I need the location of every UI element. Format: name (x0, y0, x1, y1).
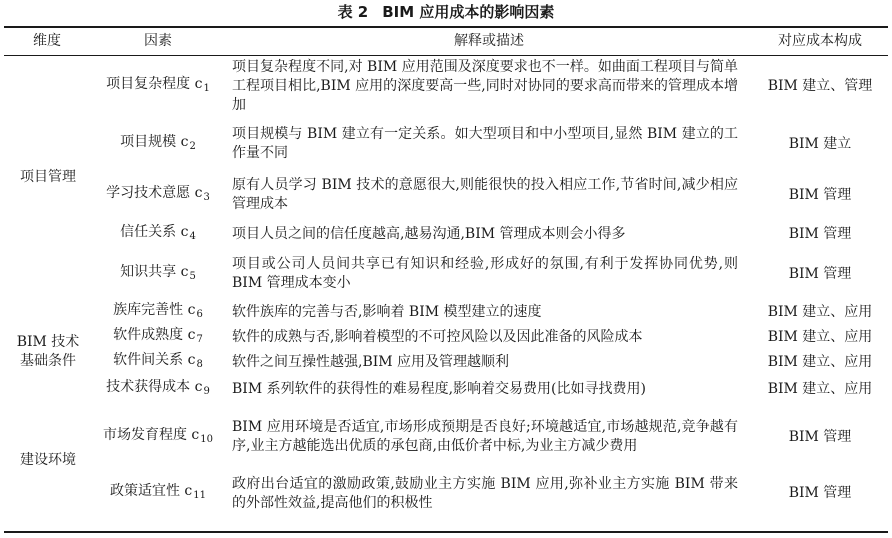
dimension-cell (4, 55, 90, 300)
description-cell: 政府出台适宜的激励政策,鼓励业主方实施 BIM 应用,弥补业主方实施 BIM 带来的外部性效益,提高他们的积极性 (232, 475, 738, 511)
description-cell: 软件族库的完善与否,影响着 BIM 模型建立的速度 (232, 304, 542, 320)
table-row (4, 170, 888, 220)
factor-name: 软件间关系 c (113, 352, 196, 368)
factor-name: 学习技术意愿 c (106, 184, 203, 201)
factor-cell (90, 325, 226, 350)
factor-subscript: 1 (203, 83, 210, 94)
dimension-label: 基础条件 (20, 353, 76, 369)
table-title: BIM 应用成本的影响因素 (382, 3, 555, 21)
table-row (4, 118, 888, 170)
factor-cell (90, 55, 226, 118)
table-caption (0, 3, 892, 21)
description-cell: BIM 系列软件的获得性的难易程度,影响着交易费用(比如寻找费用) (232, 381, 646, 397)
dimension-label: BIM 技术 (16, 334, 80, 350)
description-cell: 原有人员学习 BIM 技术的意愿很大,则能很快的投入相应工作,节省时间,减少相应管理成本 (232, 177, 738, 212)
factor-name: 知识共享 c (120, 263, 189, 280)
cost-cell: BIM 建立、应用 (767, 329, 873, 345)
dimension-label: 项目管理 (20, 169, 76, 185)
table-number: 表 2 (337, 3, 369, 21)
description-cell: 项目复杂程度不同,对 BIM 应用范围及深度要求也不一样。如曲面工程项目与简单工程项目相比,BIM 应用的深度要高一些,同时对协同的要求高而带来的管理成本增加 (232, 59, 738, 113)
dimension-label: 建设环境 (20, 452, 76, 468)
cost-cell: BIM 建立、应用 (767, 354, 873, 370)
description-cell: 项目或公司人员间共享已有知识和经验,形成好的氛围,有利于发挥协同优势,则 BIM 管理成本变小 (232, 256, 738, 291)
header-cost: 对应成本构成 (778, 32, 862, 49)
factor-subscript: 11 (193, 490, 207, 501)
description-cell: 软件之间互操性越强,BIM 应用及管理越顺利 (232, 354, 510, 370)
header-dimension: 维度 (33, 32, 61, 49)
factor-cell (90, 350, 226, 375)
factor-cell (90, 118, 226, 170)
factor-name: 项目规模 c (120, 133, 189, 150)
factor-subscript: 6 (196, 309, 203, 320)
bottom-rule (4, 531, 888, 533)
factor-subscript: 8 (196, 359, 203, 370)
factor-subscript: 3 (203, 191, 210, 203)
table-body (4, 55, 888, 517)
factor-subscript: 9 (203, 386, 210, 397)
cost-cell: BIM 建立、应用 (767, 304, 873, 320)
table-row (4, 325, 888, 350)
bim-cost-factors-table (4, 27, 888, 517)
cost-cell: BIM 管理 (788, 485, 852, 501)
header-row (4, 27, 888, 55)
factor-name: 市场发育程度 c (102, 426, 200, 443)
table-row (4, 404, 888, 470)
factor-cell (90, 220, 226, 248)
factor-subscript: 5 (189, 270, 196, 282)
cost-cell: BIM 管理 (788, 265, 852, 282)
cost-cell: BIM 管理 (788, 225, 852, 242)
dimension-cell (4, 300, 90, 404)
factor-cell (90, 404, 226, 470)
factor-name: 政策适宜性 c (109, 483, 193, 499)
table-row (4, 220, 888, 248)
factor-cell (90, 170, 226, 220)
description-cell: 项目人员之间的信任度越高,越易沟通,BIM 管理成本则会小得多 (232, 225, 626, 242)
factor-name: 族库完善性 c (113, 302, 196, 318)
table-row (4, 350, 888, 375)
dimension-cell (4, 404, 90, 517)
table-row (4, 470, 888, 517)
factor-subscript: 2 (189, 140, 196, 152)
factor-subscript: 4 (189, 230, 196, 242)
factor-name: 软件成熟度 c (113, 327, 196, 343)
description-cell: 软件的成熟与否,影响着模型的不可控风险以及因此准备的风险成本 (232, 329, 643, 345)
cost-cell: BIM 建立、管理 (767, 78, 873, 94)
table-row (4, 375, 888, 404)
cost-cell: BIM 建立 (788, 135, 852, 152)
factor-subscript: 10 (200, 433, 214, 445)
factor-name: 技术获得成本 c (106, 379, 203, 395)
header-factor: 因素 (144, 32, 172, 49)
cost-cell: BIM 管理 (788, 428, 852, 445)
cost-cell: BIM 管理 (788, 186, 852, 203)
factor-name: 项目复杂程度 c (106, 76, 203, 92)
factor-name: 信任关系 c (120, 223, 189, 240)
header-description: 解释或描述 (454, 32, 524, 49)
factor-subscript: 7 (196, 334, 203, 345)
table-row (4, 300, 888, 325)
description-cell: BIM 应用环境是否适宜,市场形成预期是否良好;环境越适宜,市场越规范,竞争越有序,业主方越能选出优质的承包商,由低价者中标,为业主方减少费用 (232, 419, 738, 454)
table-row (4, 248, 888, 300)
factor-cell (90, 248, 226, 300)
cost-cell: BIM 建立、应用 (767, 381, 873, 397)
factor-cell (90, 470, 226, 517)
factor-cell (90, 375, 226, 404)
factor-cell (90, 300, 226, 325)
description-cell: 项目规模与 BIM 建立有一定关系。如大型项目和中小型项目,显然 BIM 建立的工作量不同 (232, 126, 738, 161)
table-row (4, 55, 888, 118)
